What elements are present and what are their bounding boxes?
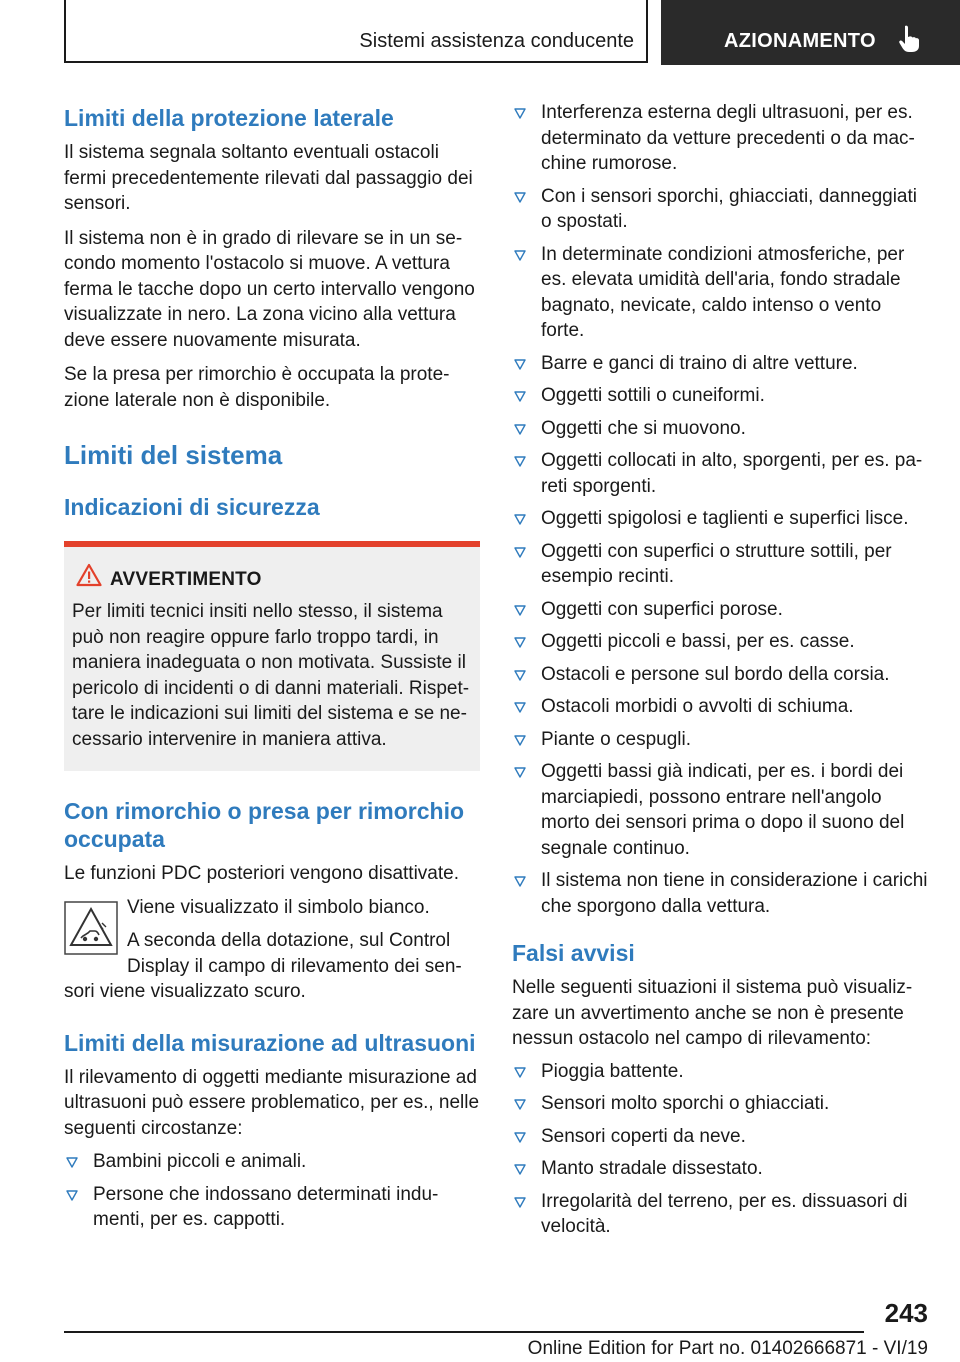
heading-false-warnings: Falsi avvisi [512,940,635,966]
list-item-text: Ostacoli e persone sul bordo della corsia. [541,663,890,685]
paragraph: Viene visualizzato il simbolo bianco. [127,896,430,918]
header-chapter-title: AZIONAMENTO [724,30,876,52]
triangle-bullet-icon [514,735,526,746]
triangle-bullet-icon [514,250,526,261]
heading-ultrasonic-limits: Limiti della misurazione ad ultrasuoni [64,1029,476,1056]
list-item-text: Oggetti sottili o cuneiformi. [541,385,765,406]
list-item [512,597,928,623]
triangle-bullet-icon [514,637,526,648]
triangle-bullet-icon [514,876,526,887]
triangle-bullet-icon [514,670,526,681]
list-item [512,100,928,177]
header-section-title: Sistemi assistenza conducente [359,30,634,52]
triangle-bullet-icon [514,767,526,778]
warning-title: AVVERTIMENTO [110,569,262,590]
list-item-text: Irregolarità del terreno, per es. dissuasori di velocità. [541,1190,908,1237]
footer-edition: Online Edition for Part no. 01402666871 - VI/19 [527,1338,928,1359]
list-item-text: Piante o cespugli. [541,728,691,750]
list-item-text: Persone che indossano determinati indu-menti, per es. cappotti. [93,1183,439,1230]
list-item [512,1156,928,1182]
triangle-bullet-icon [514,605,526,616]
triangle-bullet-icon [66,1157,78,1168]
triangle-bullet-icon [514,108,526,119]
triangle-bullet-icon [514,1164,526,1175]
list-item-text: Sensori coperti da neve. [541,1125,746,1147]
pointing-hand-icon [897,24,923,54]
triangle-bullet-icon [514,359,526,370]
list-item-text: Oggetti con superfici o strutture sottili, per esempio recinti. [541,540,892,587]
heading-safety-notes: Indicazioni di sicurezza [64,494,320,520]
list-item [64,1149,480,1175]
list-item-text: Interferenza esterna degli ultrasuoni, per es. determinato da vetture precedenti o da mac-chine rumorose. [541,102,915,174]
list-item [512,383,928,409]
list-item-text: Oggetti collocati in alto, sporgenti, per es. pa-reti sporgenti. [541,450,923,497]
list-item [512,1124,928,1150]
paragraph: A seconda della dotazione, sul Control Display il campo di rilevamento dei sen- [127,930,462,977]
footer-divider [64,1331,864,1333]
paragraph: Il sistema segnala soltanto eventuali ostacoli fermi precedentemente rilevati dal passaggio dei sensori. [64,142,473,214]
paragraph: Le funzioni PDC posteriori vengono disattivate. [64,863,460,884]
parking-symbol-icon [64,901,118,955]
list-item-text: Il sistema non tiene in considerazione i carichi che sporgono dalla vettura. [541,870,928,917]
list-item [512,727,928,753]
left-column [64,100,480,1233]
triangle-bullet-icon [514,1099,526,1110]
list-item [512,351,928,377]
list-item-text: Sensori molto sporchi o ghiacciati. [541,1093,830,1114]
right-column [512,100,928,1240]
triangle-bullet-icon [514,514,526,525]
triangle-bullet-icon [514,547,526,558]
list-item-text: Pioggia battente. [541,1060,684,1082]
list-item [512,448,928,499]
list-item [512,1059,928,1085]
triangle-bullet-icon [514,192,526,203]
triangle-bullet-icon [514,424,526,435]
false-warning-list [512,1059,928,1240]
triangle-bullet-icon [514,391,526,402]
list-item-text: Oggetti con superfici porose. [541,598,783,620]
list-item [512,539,928,590]
heading-trailer: Con rimorchio o presa per rimorchio occupata [64,798,465,852]
list-item-text: Oggetti bassi già indicati, per es. i bordi dei marciapiedi, possono entrare nell'angolo morto dei sensori prima o dopo il suono del segnale continuo. [541,761,905,859]
paragraph: Se la presa per rimorchio è occupata la prote-zione laterale non è disponibile. [64,364,450,411]
list-item-text: Bambini piccoli e animali. [93,1151,307,1172]
triangle-bullet-icon [514,702,526,713]
list-item [512,184,928,235]
list-item-text: Con i sensori sporchi, ghiacciati, danneggiati o spostati. [541,185,917,232]
page-number: 243 [884,1298,928,1328]
list-item [512,506,928,532]
list-item-text: In determinate condizioni atmosferiche, per es. elevata umidità dell'aria, fondo stradale bagnato, nevicate, caldo intenso o vento forte. [541,243,905,341]
triangle-bullet-icon [66,1190,78,1201]
list-item [512,416,928,442]
list-item [512,1091,928,1117]
list-item [512,1189,928,1240]
list-item-text: Oggetti piccoli e bassi, per es. casse. [541,631,855,652]
paragraph: Il sistema non è in grado di rilevare se in un se-condo momento l'ostacolo si muove. A vettura ferma le tacche dopo un certo intervallo vengono visualizzate in nero. La zona vicino alla vettura deve essere nuovamente misurata. [64,227,475,351]
list-item-text: Barre e ganci di traino di altre vetture. [541,352,858,374]
list-item-text: Oggetti che si muovono. [541,417,746,439]
list-item [64,1182,480,1233]
list-item [512,759,928,861]
circumstance-list [512,100,928,919]
list-item-text: Ostacoli morbidi o avvolti di schiuma. [541,696,854,717]
list-item [512,868,928,919]
heading-system-limits: Limiti del sistema [64,440,283,470]
warning-box [64,541,480,771]
triangle-bullet-icon [514,1197,526,1208]
list-item [512,629,928,655]
warning-text: Per limiti tecnici insiti nello stesso, il sistema può non reagire oppure farlo troppo tardi, in maniera inadeguata o non motivata. Sussiste il pericolo di incidenti o di danni materiali. Rispet-tare le indicazioni sui limiti del sistema e se ne-cessario intervenire in maniera attiva. [72,601,470,750]
triangle-bullet-icon [514,456,526,467]
list-item-text: Oggetti spigolosi e taglienti e superfici lisce. [541,508,909,529]
list-item-text: Manto stradale dissestato. [541,1158,763,1179]
triangle-bullet-icon [514,1132,526,1143]
paragraph: Nelle seguenti situazioni il sistema può visualiz-zare un avvertimento anche se non è presente nessun ostacolo nel campo di rilevamento: [512,977,913,1049]
paragraph: sori viene visualizzato scuro. [64,981,306,1002]
list-item [512,242,928,344]
warning-triangle-icon [76,563,102,587]
list-item [512,694,928,720]
list-item [512,662,928,688]
paragraph: Il rilevamento di oggetti mediante misurazione ad ultrasuoni può essere problematico, per es., nelle seguenti circostanze: [64,1066,480,1139]
symbol-block [64,895,480,1005]
triangle-bullet-icon [514,1067,526,1078]
header-chapter-tab [661,0,960,65]
header-section-box [64,0,648,63]
ultrasonic-list [64,1149,480,1233]
heading-side-protection-limits: Limiti della protezione laterale [64,105,394,131]
